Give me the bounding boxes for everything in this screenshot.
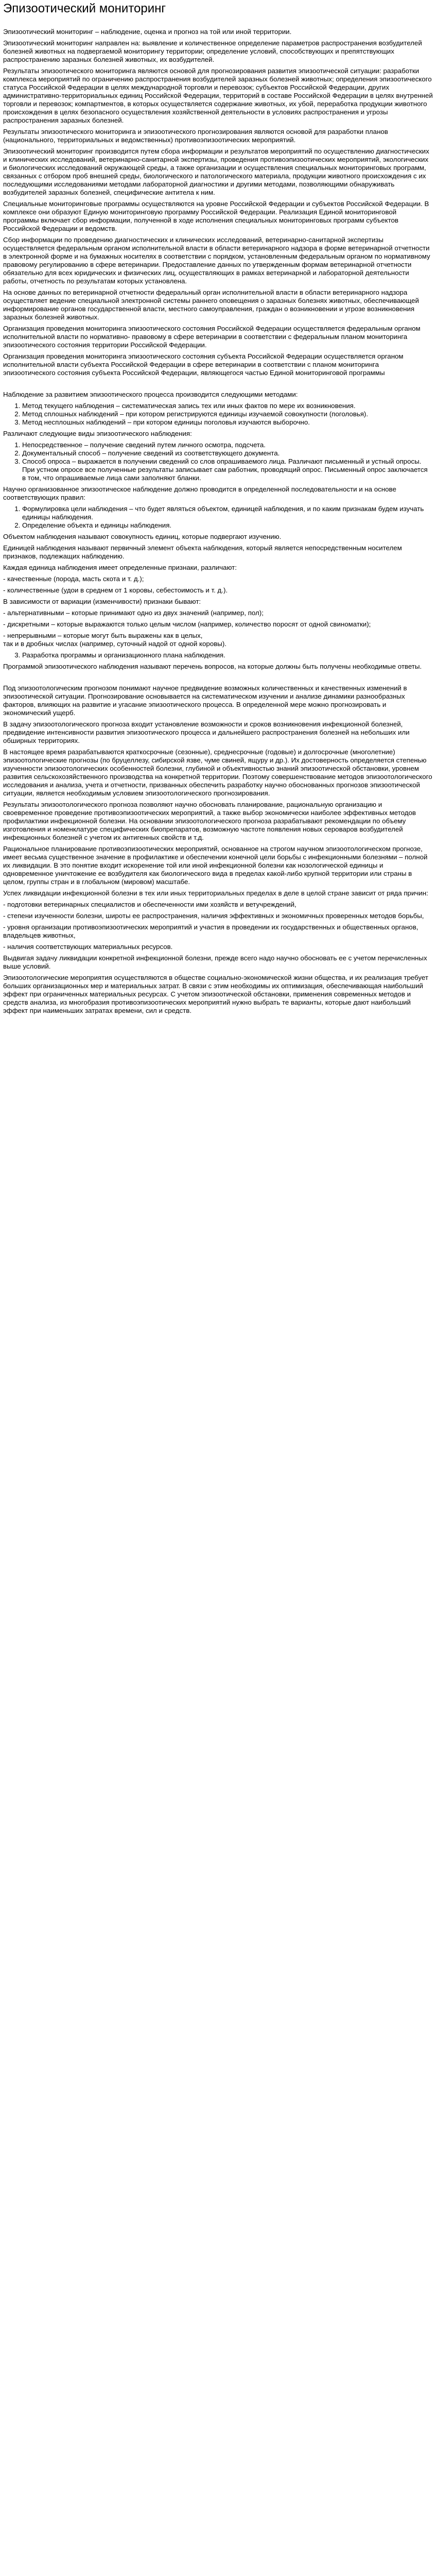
paragraph: Организация проведения мониторинга эпизоотического состояния Российской Федерации осуществляется федеральным органом исполнительной власти по нормативно- правовому в сфере ветеринарии в соответствии с федеральным планом мониторинга эпизоотического состояния территории Российской Федерации.	[3, 325, 421, 349]
paragraph: В зависимости от вариации (изменчивости) признаки бывают:	[3, 598, 201, 605]
paragraph: - степени изученности болезни, широты ее распространения, наличия эффективных и экономичных проверенных методов борьбы,	[3, 912, 424, 920]
paragraph: Каждая единица наблюдения имеет определенные признаки, различают:	[3, 564, 237, 571]
paragraph: Эпизоотический мониторинг – наблюдение, оценка и прогноз на той или иной территории.	[3, 28, 292, 36]
list-item: 3. Метод несплошных наблюдений – при котором единицы поголовья изучаются выборочно.	[22, 418, 433, 427]
paragraph: Рациональное планирование противоэпизоотических мероприятий, основанное на строгом научном эпизоотологическом прогнозе, имеет весьма существенное значение в профилактике и обеспечении конечной цели борьбы с инфекционными болезнями – полной их ликвидации. В это понятие входит искоренение той или иной инфекционной болезни как нозологической единицы и одновременное уничтожение ее возбудителя как биологического вида в пределах какой-либо крупной территории или страны в целом, группы стран и в глобальном (мировом) масштабе.	[3, 845, 428, 886]
paragraph: - альтернативными – которые принимают одно из двух значений (например, пол);	[3, 609, 264, 617]
page-title: Эпизоотический мониторинг	[3, 2, 166, 15]
paragraph: - дискретными – которые выражаются только целым числом (например, количество поросят от одной свиноматки);	[3, 620, 371, 628]
section-gap	[3, 380, 433, 391]
list-item: 1. Формулировка цели наблюдения – что будет являться объектом, единицей наблюдения, и по каким признакам будем изучать единицы наблюдения.	[22, 505, 433, 521]
document	[0, 0, 436, 1015]
paragraph: Единицей наблюдения называют первичный элемент объекта наблюдения, который является непосредственным носителем признаков, подлежащих наблюдению.	[3, 544, 402, 560]
paragraph: Под эпизоотологическим прогнозом понимают научное предвидение возможных количественных и качественных изменений в эпизоотической ситуации. Прогнозирование основывается на систематическом изучении и анализе динамики разнообразных факторов, влияющих на развитие и угасание эпизоотического процесса. В определенной мере можно прогнозировать и экономический ущерб.	[3, 684, 407, 717]
section-gap	[3, 674, 433, 684]
paragraph: - непрерывными – которые могут быть выражены как в целых, так и в дробных числах (например, суточный надой от одной коровы).	[3, 632, 226, 648]
paragraph: Эпизоотический мониторинг производится путем сбора информации и результатов мероприятий по осуществлению диагностических и клинических исследований, ветеринарно-санитарной экспертизы, проведения противоэпизоотических мероприятий, экологических и биологических исследований окружающей среды, а также организации и осуществления специальных мониторинговых программ, связанных с отбором проб внешней среды, биологического и патологического материала, продукции животного происхождения с их последующими исследованиями методами лабораторной диагностики и другими методами, позволяющими обнаруживать возбудителей заразных болезней, специфические антитела к ним.	[3, 147, 429, 196]
paragraph: Результаты эпизоотологического прогноза позволяют научно обосновать планирование, рациональную организацию и своевременное проведение противоэпизоотических мероприятий, а также выбор экономически наиболее эффективных методов профилактики инфекционной болезни. На основании эпизоотологического прогноза разрабатывают рекомендации по объему изготовления и номенклатуре специфических биопрепаратов, возможную частоте появления новых сероваров возбудителей инфекционных болезней с учетом их антигенных свойств и т.д.	[3, 801, 416, 841]
paragraph: Выдвигая задачу ликвидации конкретной инфекционной болезни, прежде всего надо научно обосновать ее с учетом перечисленных выше условий.	[3, 954, 427, 970]
paragraph: Сбор информации по проведению диагностических и клинических исследований, ветеринарно-санитарной экспертизы осуществляется федеральным органом исполнительной власти в области ветеринарного надзора в форме ветеринарной отчетности в электронной форме и на бумажных носителях в соответствии с порядком, установленным федеральным органом по нормативному правовому регулированию в сфере ветеринарии. Предоставление данных по утвержденным формам ветеринарной отчетности обязательно для всех юридических и физических лиц, осуществляющих в рамках ветеринарной и лабораторной деятельности работы, отчетность по результатам которых установлена.	[3, 236, 430, 285]
paragraph: Различают следующие виды эпизоотического наблюдения:	[3, 430, 192, 437]
paragraph: - наличия соответствующих материальных ресурсов.	[3, 943, 173, 951]
paragraph: Эпизоотический мониторинг направлен на: выявление и количественное определение параметров распространения возбудителей болезней животных на подвергаемой мониторингу территории; определение условий, способствующих и препятствующих распространению заразных болезней животных, их возбудителей.	[3, 39, 422, 63]
paragraph: В настоящее время разрабатываются краткосрочные (сезонные), среднесрочные (годовые) и долгосрочные (многолетние) эпизоотологические прогнозы (по бруцеллезу, сибирской язве, чуме свиней, ящуру и др.). Их достоверность определяется степенью изученности эпизоотологических особенностей болезни, глубиной и объективностью знаний эпизоотической обстановки, уровнем развития сельскохозяйственного производства на конкретной территории. Поэтому совершенствование методов эпизоотологического исследования и анализа, учета и отчетности, призванных обеспечить разработку научно обоснованных прогнозов эпизоотической ситуации, является необходимым условием эпизоотологического прогнозирования.	[3, 748, 432, 797]
paragraph: - подготовки ветеринарных специалистов и обеспеченности ими хозяйств и ветучреждений,	[3, 901, 297, 908]
numbered-list	[3, 651, 433, 659]
paragraph: Эпизоотологические мероприятия осуществляются в обществе социально-экономической жизни общества, и их реализация требует больших организационных мер и материальных затрат. В связи с этим необходимы их оптимизация, обеспечивающая наибольший эффект при ограниченных материальных ресурсах. С учетом эпизоотической обстановки, применения современных методов и средств анализа, из многобразия противоэпизоотических мероприятий нужно выбрать те варианты, которые дают наибольший эффект при наименьших затратах времени, сил и средств.	[3, 974, 428, 1014]
list-item: 1. Метод текущего наблюдения – систематическая запись тех или иных фактов по мере их возникновения.	[22, 402, 433, 410]
list-item: 3. Разработка программы и организационного плана наблюдения.	[22, 651, 433, 659]
numbered-list	[3, 505, 433, 530]
paragraph: - качественные (порода, масть скота и т. д.);	[3, 575, 144, 583]
paragraph: На основе данных по ветеринарной отчетности федеральный орган исполнительной власти в области ветеринарного надзора осуществляет ведение специальной электронной системы раннего оповещения о заразных болезнях животных, обеспечивающей информирование органов государственной власти, местного самоуправления, граждан о возникновении и угрозе возникновения заразных болезней животных.	[3, 289, 419, 321]
paragraph: Результаты эпизоотического мониторинга и эпизоотического прогнозирования являются основой для разработки планов (национального, территориальных и ведомственных) противоэпизоотических мероприятий.	[3, 128, 388, 144]
numbered-list	[3, 402, 433, 427]
paragraph: Организация проведения мониторинга эпизоотического состояния субъекта Российской Федерации осуществляется органом исполнительной власти субъекта Российской Федерации в сфере ветеринарии в соответствии с планом мониторинга эпизоотического состояния субъекта Российской Федерации, являющегося частью Единой мониторинговой программы	[3, 352, 404, 377]
paragraph: Наблюдение за развитием эпизоотического процесса производится следующими методами:	[3, 391, 298, 398]
paragraph: Программой эпизоотического наблюдения называют перечень вопросов, на которые должны быть получены необходимые ответы.	[3, 663, 422, 670]
paragraph: Успех ликвидации инфекционной болезни в тех или иных территориальных пределах в деле в целой стране зависит от ряда причин:	[3, 889, 428, 897]
numbered-list	[3, 441, 433, 482]
list-item: 2. Определение объекта и единицы наблюдения.	[22, 521, 433, 530]
paragraph: Научно организованное эпизоотическое наблюдение должно проводится в определенной последовательности и на основе соответствующих правил:	[3, 485, 396, 501]
paragraph: - количественные (удои в среднем от 1 коровы, себестоимость и т. д.).	[3, 586, 228, 594]
document-body	[3, 28, 433, 1015]
paragraph: Специальные мониторинговые программы осуществляются на уровне Российской Федерации и субъектов Российской Федерации. В комплексе они образуют Единую мониторинговую программу Российской Федерации. Реализация Единой мониторинговой программы включает сбор информации, полученной в ходе исполнения специальных мониторинговых программ субъектов Российской Федерации и ведомств.	[3, 200, 429, 232]
paragraph: Результаты эпизоотического мониторинга являются основой для прогнозирования развития эпизоотической ситуации: разработки комплекса мероприятий по ограничению распространения возбудителей заразных болезней животных; определения эпизоотического статуса Российской Федерации в целях международной торговли и перевозок; субъектов Российской Федерации, других административно-территориальных единиц Российской Федерации, территорий в составе Российской Федерации в целях внутренней торговли и перевозок; компартментов, в которых осуществляется содержание животных, их убой, переработка продукции животного происхождения в целях безопасного осуществления хозяйственной деятельности в условиях распространения и угрозы распространения заразных болезней.	[3, 67, 433, 124]
list-item: 2. Метод сплошных наблюдений – при котором регистрируются единицы изучаемой совокупности (поголовья).	[22, 410, 433, 418]
paragraph: В задачу эпизоотологического прогноза входит установление возможности и сроков возникновения инфекционной болезней, предвидение интенсивности развития эпизоотического процесса и дальнейшего распространения болезней на небольших или обширных территориях.	[3, 720, 410, 744]
paragraph: - уровня организации противоэпизоотических мероприятий и участия в проведении их государственных и общественных органов, владельцев животных,	[3, 923, 418, 939]
paragraph: Объектом наблюдения называют совокупность единиц, которые подвергают изучению.	[3, 533, 282, 540]
list-item: 3. Способ опроса – выражается в получении сведений со слов опрашиваемого лица. Различают письменный и устный опросы. При устном опросе все полученные результаты записывает сам работник, проводящий опрос. Письменный опрос заключается в том, что опрашиваемые лица сами заполняют бланки.	[22, 457, 433, 482]
list-item: 2. Документальный способ – получение сведений из соответствующего документа.	[22, 449, 433, 457]
list-item: 1. Непосредственное – получение сведений путем личного осмотра, подсчета.	[22, 441, 433, 449]
